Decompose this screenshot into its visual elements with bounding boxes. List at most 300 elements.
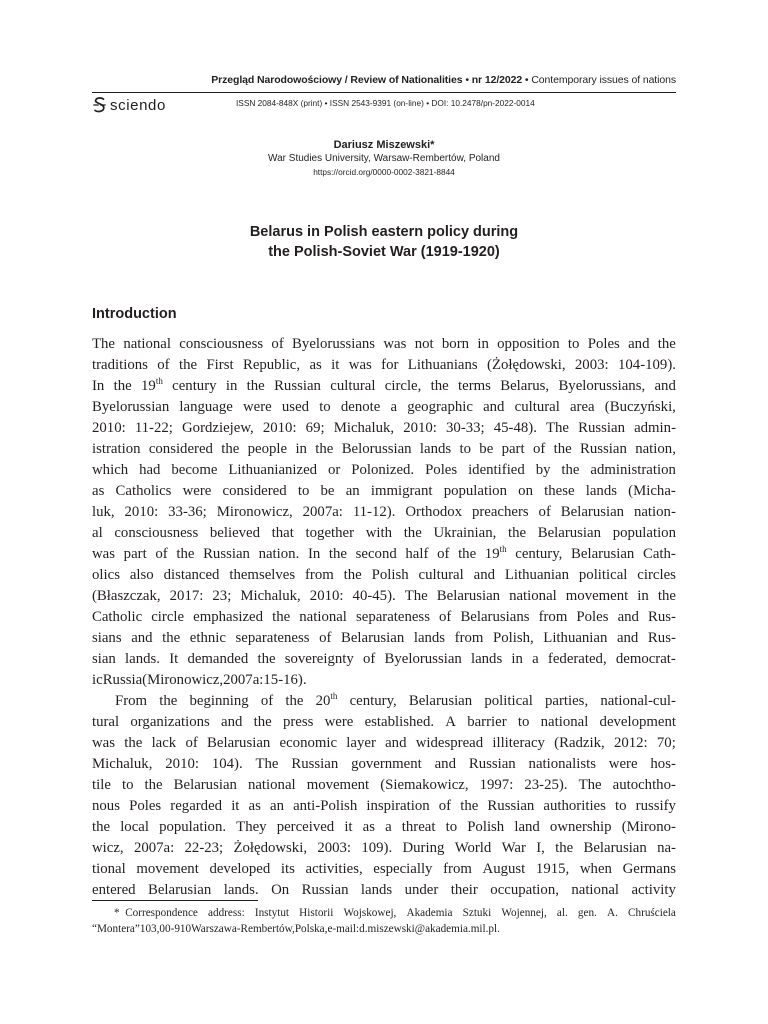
word: sians bbox=[92, 630, 122, 646]
footnote-line bbox=[92, 905, 676, 921]
superscript: th bbox=[330, 691, 338, 702]
word: to bbox=[615, 798, 627, 814]
word: threat bbox=[401, 819, 436, 835]
word: century bbox=[172, 378, 217, 394]
article-body bbox=[92, 334, 676, 901]
word: Lithuanians bbox=[407, 357, 478, 373]
word: parties, bbox=[545, 693, 589, 709]
word: to bbox=[445, 819, 458, 835]
issn-doi-line bbox=[236, 98, 535, 108]
word: when bbox=[579, 861, 612, 877]
word: Byelorussian bbox=[92, 399, 170, 415]
word: was bbox=[92, 735, 116, 751]
word: 19th bbox=[141, 376, 163, 394]
word: 109). bbox=[361, 840, 393, 856]
word: beginning bbox=[189, 693, 249, 709]
article-title-line: the Polish-Soviet War (1919-1920) bbox=[268, 244, 500, 260]
word: land bbox=[514, 819, 540, 835]
word: Sztuki bbox=[462, 907, 492, 919]
word: (Żołędowski, bbox=[487, 357, 566, 373]
word: e-mail: bbox=[327, 923, 360, 935]
word: 23-25). bbox=[524, 777, 568, 793]
word: national bbox=[509, 588, 557, 604]
word: “Montera” bbox=[92, 923, 140, 935]
author-block bbox=[92, 138, 676, 178]
word: nation- bbox=[633, 504, 676, 520]
text-line bbox=[92, 880, 676, 901]
word: a bbox=[385, 819, 392, 835]
word: The bbox=[92, 336, 116, 352]
article-title bbox=[92, 222, 676, 262]
word: developed bbox=[209, 861, 271, 877]
word: born bbox=[441, 336, 470, 352]
word: 22-23; bbox=[184, 840, 224, 856]
word: 2012: bbox=[613, 735, 648, 751]
word: an bbox=[345, 483, 360, 499]
word: lands bbox=[585, 483, 617, 499]
word: Germans bbox=[622, 861, 676, 877]
word: The bbox=[404, 588, 428, 604]
word: (Buczyński, bbox=[604, 399, 676, 415]
word: lands bbox=[360, 882, 393, 898]
text-line bbox=[92, 481, 676, 502]
word: from bbox=[443, 861, 472, 877]
word: cultural bbox=[514, 399, 560, 415]
issn-online: ISSN 2543-9391 (on-line) bbox=[329, 98, 424, 108]
word: na- bbox=[657, 840, 676, 856]
word: 104). bbox=[211, 756, 243, 772]
word: From bbox=[115, 693, 148, 709]
word: al bbox=[92, 525, 103, 541]
word: from bbox=[538, 609, 568, 625]
word: as bbox=[309, 357, 322, 373]
word: century, bbox=[349, 693, 397, 709]
word: with bbox=[365, 525, 393, 541]
word: Russian bbox=[578, 420, 625, 436]
word: traditions bbox=[92, 357, 148, 373]
word: illiteracy bbox=[492, 735, 545, 751]
word: by bbox=[535, 462, 551, 478]
word: an bbox=[270, 798, 284, 814]
word: activities, bbox=[305, 861, 363, 877]
word: the bbox=[285, 693, 304, 709]
footnote bbox=[92, 905, 676, 937]
word: Orthodox bbox=[405, 504, 463, 520]
sciendo-logo-text: sciendo bbox=[110, 96, 166, 114]
word: 2010: bbox=[124, 504, 159, 520]
word: as bbox=[248, 798, 261, 814]
word: lands bbox=[413, 630, 446, 646]
journal-header bbox=[92, 74, 676, 86]
word: widespread bbox=[415, 735, 484, 751]
text-line bbox=[92, 670, 676, 691]
word: 1997: bbox=[479, 777, 514, 793]
word: in bbox=[225, 378, 238, 394]
word: autochtho- bbox=[612, 777, 676, 793]
word: terms bbox=[458, 378, 491, 394]
author-affiliation: War Studies University, Warsaw-Rembertów, Poland bbox=[268, 153, 500, 164]
word: sovereignty bbox=[284, 651, 354, 667]
word: Belarusians bbox=[460, 609, 530, 625]
word: or bbox=[328, 462, 341, 478]
word: Poles bbox=[587, 336, 620, 352]
word: Mironowicz, bbox=[216, 504, 293, 520]
word: Russian bbox=[468, 756, 516, 772]
word: 40-45). bbox=[352, 588, 396, 604]
text-line bbox=[92, 334, 676, 355]
word: lack bbox=[151, 735, 177, 751]
word: national bbox=[571, 882, 620, 898]
word: 69; bbox=[305, 420, 325, 436]
word: gen. bbox=[577, 907, 597, 919]
word: Belarusian bbox=[583, 840, 647, 856]
word: the bbox=[257, 651, 276, 667]
word: half bbox=[405, 546, 429, 562]
word: A. bbox=[607, 907, 618, 919]
word: luk, bbox=[92, 504, 115, 520]
doi: DOI: 10.2478/pn-2022-0014 bbox=[431, 98, 535, 108]
word: address: bbox=[208, 907, 245, 919]
word: 20th bbox=[315, 691, 338, 709]
word: part bbox=[123, 546, 147, 562]
word: 2003: bbox=[317, 840, 352, 856]
paragraph bbox=[92, 334, 676, 691]
word: and bbox=[434, 756, 456, 772]
word: Republic, bbox=[242, 357, 301, 373]
word: 15-16). bbox=[263, 672, 307, 688]
word: the bbox=[403, 525, 422, 541]
word: 11-12). bbox=[352, 504, 396, 520]
word: 00-910 bbox=[159, 923, 192, 935]
word: Polish, bbox=[492, 630, 534, 646]
word: and bbox=[628, 336, 650, 352]
word: it bbox=[344, 819, 353, 835]
word: and bbox=[221, 714, 243, 730]
word: In bbox=[307, 546, 321, 562]
word: of bbox=[155, 546, 168, 562]
word: the bbox=[553, 441, 572, 457]
word: the bbox=[460, 798, 479, 814]
word: Polska, bbox=[294, 923, 328, 935]
word: were bbox=[243, 399, 272, 415]
word: Belarusian bbox=[560, 504, 625, 520]
word: from bbox=[305, 567, 334, 583]
text-line bbox=[92, 544, 676, 565]
word: consciousness bbox=[114, 525, 199, 541]
word: people bbox=[247, 441, 288, 457]
word: which bbox=[92, 462, 129, 478]
word: (Micha- bbox=[628, 483, 676, 499]
text-line bbox=[92, 586, 676, 607]
bullet-separator: • bbox=[324, 98, 328, 108]
author-orcid: https://orcid.org/0000-0002-3821-8844 bbox=[313, 167, 455, 177]
word: century, bbox=[515, 546, 563, 562]
word: geographic bbox=[407, 399, 473, 415]
text-line bbox=[92, 859, 676, 880]
word: consciousness bbox=[179, 336, 264, 352]
word: Belarusian bbox=[173, 777, 237, 793]
word: First bbox=[206, 357, 234, 373]
word: Byelorussians, bbox=[558, 378, 646, 394]
word: cultural bbox=[330, 378, 376, 394]
issue-number: nr 12/2022 bbox=[471, 74, 523, 86]
word: their bbox=[450, 882, 478, 898]
word: 11-22; bbox=[134, 420, 173, 436]
word: from bbox=[454, 630, 484, 646]
word: ethnic bbox=[189, 630, 226, 646]
word: the bbox=[315, 441, 334, 457]
word: 70; bbox=[656, 735, 676, 751]
word: the bbox=[458, 546, 477, 562]
word: be bbox=[479, 441, 494, 457]
word: Michaluk, bbox=[333, 420, 395, 436]
text-line bbox=[92, 712, 676, 733]
word: administration bbox=[590, 462, 676, 478]
word: Belarusian bbox=[537, 525, 602, 541]
text-line bbox=[92, 502, 676, 523]
text-line bbox=[92, 796, 676, 817]
paragraph bbox=[92, 691, 676, 901]
word: Belarusian bbox=[571, 546, 635, 562]
word: 1915, bbox=[535, 861, 570, 877]
word: established. bbox=[364, 714, 435, 730]
word: August bbox=[482, 861, 526, 877]
word: national bbox=[540, 714, 589, 730]
header-divider bbox=[92, 92, 676, 93]
word: al. bbox=[556, 907, 568, 919]
word: of bbox=[260, 693, 274, 709]
text-line bbox=[92, 565, 676, 586]
text-line bbox=[92, 628, 676, 649]
word: 2017: bbox=[169, 588, 204, 604]
word: olics bbox=[92, 567, 120, 583]
word: hos- bbox=[650, 756, 676, 772]
word: identified bbox=[468, 462, 525, 478]
word: lands bbox=[419, 441, 452, 457]
word: Ukrainian, bbox=[433, 525, 497, 541]
word: themselves bbox=[229, 567, 296, 583]
word: Chruściela bbox=[628, 907, 676, 919]
word: Belarusian bbox=[408, 693, 473, 709]
word: 2007a: bbox=[223, 672, 264, 688]
word: area bbox=[569, 399, 595, 415]
sciendo-logo bbox=[92, 96, 166, 114]
text-line bbox=[92, 355, 676, 376]
word: national bbox=[299, 609, 347, 625]
word: 103, bbox=[139, 923, 160, 935]
word: Polish bbox=[467, 819, 505, 835]
word: The bbox=[255, 756, 279, 772]
word: separateness bbox=[235, 630, 310, 646]
word: the bbox=[657, 588, 676, 604]
word: that bbox=[271, 525, 294, 541]
word: was bbox=[348, 357, 372, 373]
word: the bbox=[561, 462, 580, 478]
text-line bbox=[92, 754, 676, 775]
word: wicz, bbox=[92, 840, 124, 856]
word: 104-109). bbox=[618, 357, 676, 373]
superscript: th bbox=[499, 544, 507, 555]
word: Belarusian bbox=[147, 882, 212, 898]
issn-print: ISSN 2084-848X (print) bbox=[236, 98, 323, 108]
word: ic bbox=[92, 672, 103, 688]
word: movement bbox=[565, 588, 629, 604]
word: 23; bbox=[212, 588, 232, 604]
word: language bbox=[179, 399, 233, 415]
word: Warszawa-Rembertów, bbox=[191, 923, 295, 935]
word: sian bbox=[92, 651, 116, 667]
word: to bbox=[517, 714, 530, 730]
word: On bbox=[271, 882, 290, 898]
word: 2003: bbox=[574, 357, 609, 373]
word: the bbox=[507, 525, 527, 541]
word: entered bbox=[92, 882, 136, 898]
word: be bbox=[320, 483, 335, 499]
word: a bbox=[532, 651, 539, 667]
word: circle bbox=[151, 609, 185, 625]
word: (Siemakowicz, bbox=[380, 777, 469, 793]
word: were bbox=[182, 483, 212, 499]
word: Belarusian bbox=[436, 588, 501, 604]
word: the bbox=[253, 714, 272, 730]
text-line bbox=[92, 733, 676, 754]
word: to bbox=[319, 399, 331, 415]
word: of bbox=[439, 609, 452, 625]
word: the bbox=[176, 546, 195, 562]
word: in bbox=[477, 336, 489, 352]
word: the bbox=[144, 777, 163, 793]
word: economic bbox=[279, 735, 338, 751]
word: and bbox=[473, 567, 495, 583]
word: distanced bbox=[163, 567, 220, 583]
word: the bbox=[343, 567, 362, 583]
word: Wojennej, bbox=[501, 907, 547, 919]
word: anti-Polish bbox=[293, 798, 358, 814]
word: Russia bbox=[102, 672, 143, 688]
word: (Mironowicz, bbox=[142, 672, 224, 688]
word: population bbox=[612, 525, 676, 541]
text-line bbox=[92, 376, 676, 397]
word: regarded bbox=[170, 798, 223, 814]
word: the bbox=[159, 693, 178, 709]
word: population. bbox=[159, 819, 227, 835]
word: of bbox=[532, 441, 546, 457]
word: Catholics bbox=[115, 483, 172, 499]
word: 2007a: bbox=[302, 504, 343, 520]
word: Poles bbox=[129, 798, 162, 814]
text-line bbox=[92, 817, 676, 838]
word: to bbox=[567, 336, 580, 352]
word: Poles bbox=[425, 462, 458, 478]
word: was bbox=[92, 546, 116, 562]
word: tile bbox=[92, 777, 111, 793]
word: national bbox=[123, 336, 171, 352]
word: activity bbox=[631, 882, 676, 898]
word: the bbox=[178, 357, 198, 373]
word: Rus- bbox=[648, 609, 676, 625]
word: istration bbox=[92, 441, 141, 457]
word: political bbox=[484, 693, 533, 709]
word: emphasized bbox=[193, 609, 264, 625]
word: occupation, bbox=[490, 882, 559, 898]
word: The bbox=[546, 420, 570, 436]
word: second bbox=[355, 546, 397, 562]
word: demanded bbox=[187, 651, 249, 667]
word: also bbox=[129, 567, 154, 583]
text-line bbox=[92, 649, 676, 670]
text-line bbox=[92, 775, 676, 796]
section-heading: Introduction bbox=[92, 306, 177, 322]
word: development bbox=[599, 714, 676, 730]
word: cultural bbox=[418, 567, 464, 583]
word: together bbox=[305, 525, 355, 541]
word: inspiration bbox=[366, 798, 430, 814]
word: to bbox=[297, 483, 310, 499]
word: of bbox=[437, 546, 450, 562]
word: these bbox=[544, 483, 575, 499]
word: A bbox=[445, 714, 456, 730]
word: government bbox=[351, 756, 422, 772]
word: It bbox=[169, 651, 179, 667]
text-line bbox=[92, 607, 676, 628]
word: d.miszewski@akademia.mil.pl. bbox=[359, 923, 500, 935]
word: 2010: bbox=[403, 420, 437, 436]
word: World bbox=[454, 840, 492, 856]
text-line bbox=[92, 523, 676, 544]
word: preachers bbox=[471, 504, 529, 520]
word: nation. bbox=[258, 546, 300, 562]
word: in bbox=[511, 651, 523, 667]
word: lands bbox=[470, 651, 503, 667]
word: the bbox=[555, 840, 574, 856]
word: the bbox=[430, 378, 449, 394]
word: organizations bbox=[130, 714, 210, 730]
word: the bbox=[162, 630, 181, 646]
word: 2007a: bbox=[133, 840, 175, 856]
sciendo-logo-icon bbox=[92, 96, 107, 114]
word: Gordziejew, bbox=[182, 420, 254, 436]
word: of bbox=[438, 798, 452, 814]
word: Catholic bbox=[92, 609, 143, 625]
word: (Błaszczak, bbox=[92, 588, 161, 604]
word: national-cul- bbox=[600, 693, 676, 709]
word: Instytut bbox=[254, 907, 290, 919]
word: Belarusian bbox=[340, 630, 405, 646]
word: for bbox=[381, 357, 399, 373]
word: the bbox=[657, 336, 676, 352]
word: not bbox=[414, 336, 434, 352]
word: the bbox=[221, 441, 240, 457]
word: (Mirono- bbox=[621, 819, 676, 835]
word: (Radzik, bbox=[554, 735, 605, 751]
word: layer bbox=[346, 735, 376, 751]
word: were bbox=[324, 714, 354, 730]
word: In bbox=[92, 378, 105, 394]
word: nous bbox=[92, 798, 120, 814]
author-name: Dariusz Miszewski* bbox=[333, 139, 435, 151]
word: tional bbox=[92, 861, 126, 877]
word: part bbox=[501, 441, 525, 457]
word: used bbox=[281, 399, 310, 415]
word: of bbox=[157, 357, 170, 373]
word: of bbox=[538, 504, 551, 520]
word: believed bbox=[209, 525, 260, 541]
word: Russian bbox=[291, 756, 339, 772]
word: During bbox=[402, 840, 445, 856]
word: the bbox=[272, 609, 291, 625]
word: the bbox=[124, 735, 143, 751]
word: Russian bbox=[580, 441, 627, 457]
